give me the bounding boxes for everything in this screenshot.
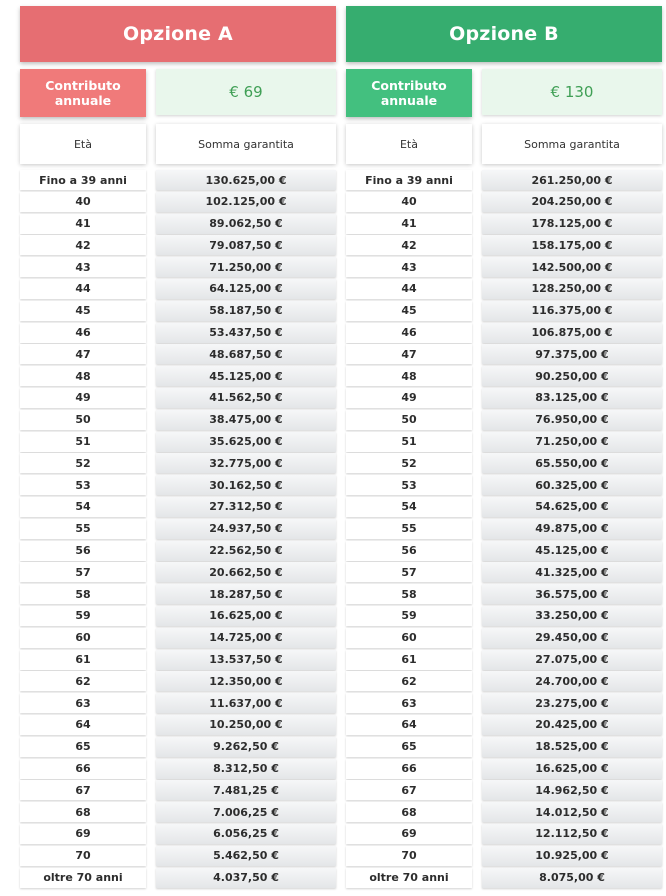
age-cell: 67: [346, 780, 472, 800]
age-cell: 50: [20, 410, 146, 430]
sum-cell: 4.037,50 €: [156, 868, 336, 888]
sum-cell: 65.550,00 €: [482, 453, 662, 473]
table-row: [346, 824, 662, 846]
age-cell: 48: [20, 366, 146, 386]
sum-cell: 45.125,00 €: [482, 541, 662, 561]
option-a-column: [20, 0, 336, 889]
sum-cell: 14.962,50 €: [482, 780, 662, 800]
table-row: [20, 606, 336, 628]
table-row: [346, 388, 662, 410]
sum-cell: 49.875,00 €: [482, 519, 662, 539]
table-row: [20, 453, 336, 475]
table-row: [20, 475, 336, 497]
table-row: [20, 497, 336, 519]
age-cell: 65: [20, 737, 146, 757]
age-cell: 55: [346, 519, 472, 539]
sum-cell: 41.325,00 €: [482, 562, 662, 582]
age-cell: 63: [346, 693, 472, 713]
age-cell: 64: [346, 715, 472, 735]
age-cell: 44: [346, 279, 472, 299]
age-cell: 61: [346, 650, 472, 670]
sum-cell: 36.575,00 €: [482, 584, 662, 604]
table-row: [20, 715, 336, 737]
sum-cell: 14.725,00 €: [156, 628, 336, 648]
table-row: [20, 519, 336, 541]
age-cell: 65: [346, 737, 472, 757]
age-cell: 43: [346, 257, 472, 277]
sum-cell: 32.775,00 €: [156, 453, 336, 473]
age-cell: 45: [346, 301, 472, 321]
age-cell: Fino a 39 anni: [20, 170, 146, 190]
option-b-table-header: [346, 124, 662, 164]
table-row: [20, 170, 336, 192]
age-cell: 64: [20, 715, 146, 735]
sum-cell: 22.562,50 €: [156, 541, 336, 561]
table-row: [346, 344, 662, 366]
sum-cell: 12.350,00 €: [156, 671, 336, 691]
sum-cell: 64.125,00 €: [156, 279, 336, 299]
table-row: [346, 846, 662, 868]
age-cell: 70: [346, 846, 472, 866]
table-row: [20, 279, 336, 301]
table-row: [346, 257, 662, 279]
sum-cell: 60.325,00 €: [482, 475, 662, 495]
sum-cell: 8.312,50 €: [156, 759, 336, 779]
sum-cell: 58.187,50 €: [156, 301, 336, 321]
table-row: [346, 737, 662, 759]
table-row: [20, 650, 336, 672]
option-a-table-header: [20, 124, 336, 164]
age-cell: 61: [20, 650, 146, 670]
age-cell: 67: [20, 780, 146, 800]
sum-cell: 12.112,50 €: [482, 824, 662, 844]
age-cell: 62: [20, 671, 146, 691]
sum-column-header: Somma garantita: [482, 124, 662, 164]
age-cell: 60: [20, 628, 146, 648]
sum-cell: 142.500,00 €: [482, 257, 662, 277]
table-row: [346, 780, 662, 802]
table-row: [346, 541, 662, 563]
contribution-label: Contributo annuale: [346, 69, 472, 117]
table-row: [20, 432, 336, 454]
sum-cell: 27.312,50 €: [156, 497, 336, 517]
sum-cell: 24.700,00 €: [482, 671, 662, 691]
sum-cell: 38.475,00 €: [156, 410, 336, 430]
table-row: [20, 759, 336, 781]
age-cell: 59: [20, 606, 146, 626]
sum-cell: 8.075,00 €: [482, 868, 662, 888]
age-cell: 57: [346, 562, 472, 582]
table-row: [346, 715, 662, 737]
sum-cell: 128.250,00 €: [482, 279, 662, 299]
age-cell: 52: [20, 453, 146, 473]
sum-cell: 102.125,00 €: [156, 192, 336, 212]
sum-cell: 7.481,25 €: [156, 780, 336, 800]
age-cell: 63: [20, 693, 146, 713]
sum-cell: 53.437,50 €: [156, 323, 336, 343]
table-row: [346, 562, 662, 584]
table-row: [346, 279, 662, 301]
table-row: [346, 868, 662, 890]
table-row: [20, 584, 336, 606]
sum-cell: 16.625,00 €: [156, 606, 336, 626]
table-row: [346, 671, 662, 693]
age-cell: 69: [346, 824, 472, 844]
age-cell: 42: [346, 235, 472, 255]
table-row: [346, 192, 662, 214]
sum-cell: 11.637,00 €: [156, 693, 336, 713]
age-cell: 47: [346, 344, 472, 364]
sum-column-header: Somma garantita: [156, 124, 336, 164]
table-row: [20, 214, 336, 236]
sum-cell: 90.250,00 €: [482, 366, 662, 386]
sum-cell: 76.950,00 €: [482, 410, 662, 430]
table-row: [346, 170, 662, 192]
sum-cell: 83.125,00 €: [482, 388, 662, 408]
age-cell: 66: [346, 759, 472, 779]
age-cell: 40: [20, 192, 146, 212]
table-row: [20, 802, 336, 824]
age-cell: 55: [20, 519, 146, 539]
table-row: [346, 301, 662, 323]
age-cell: 57: [20, 562, 146, 582]
table-row: [20, 737, 336, 759]
age-cell: 48: [346, 366, 472, 386]
age-cell: 60: [346, 628, 472, 648]
age-cell: 40: [346, 192, 472, 212]
age-cell: 69: [20, 824, 146, 844]
table-row: [346, 519, 662, 541]
age-cell: 68: [20, 802, 146, 822]
table-row: [20, 780, 336, 802]
table-row: [20, 235, 336, 257]
option-b-contribution-row: [346, 69, 662, 117]
option-b-rows: [346, 170, 662, 889]
table-row: [20, 562, 336, 584]
age-column-header: Età: [20, 124, 146, 164]
age-cell: 59: [346, 606, 472, 626]
table-row: [20, 323, 336, 345]
table-row: [346, 214, 662, 236]
sum-cell: 24.937,50 €: [156, 519, 336, 539]
sum-cell: 30.162,50 €: [156, 475, 336, 495]
sum-cell: 97.375,00 €: [482, 344, 662, 364]
table-row: [20, 671, 336, 693]
sum-cell: 14.012,50 €: [482, 802, 662, 822]
sum-cell: 13.537,50 €: [156, 650, 336, 670]
sum-cell: 18.287,50 €: [156, 584, 336, 604]
table-row: [20, 192, 336, 214]
age-cell: 45: [20, 301, 146, 321]
table-row: [20, 344, 336, 366]
sum-cell: 79.087,50 €: [156, 235, 336, 255]
sum-cell: 130.625,00 €: [156, 170, 336, 190]
sum-cell: 116.375,00 €: [482, 301, 662, 321]
table-row: [20, 301, 336, 323]
table-row: [346, 366, 662, 388]
age-cell: 62: [346, 671, 472, 691]
sum-cell: 16.625,00 €: [482, 759, 662, 779]
table-row: [346, 235, 662, 257]
sum-cell: 10.925,00 €: [482, 846, 662, 866]
table-row: [346, 802, 662, 824]
table-row: [20, 628, 336, 650]
contribution-value: € 69: [156, 69, 336, 115]
age-cell: 51: [20, 432, 146, 452]
contribution-value: € 130: [482, 69, 662, 115]
option-a-title: Opzione A: [20, 6, 336, 62]
sum-cell: 6.056,25 €: [156, 824, 336, 844]
table-row: [20, 693, 336, 715]
table-row: [346, 693, 662, 715]
sum-cell: 35.625,00 €: [156, 432, 336, 452]
table-row: [346, 323, 662, 345]
sum-cell: 71.250,00 €: [156, 257, 336, 277]
table-row: [20, 257, 336, 279]
table-row: [20, 388, 336, 410]
option-a-rows: [20, 170, 336, 889]
sum-cell: 33.250,00 €: [482, 606, 662, 626]
age-column-header: Età: [346, 124, 472, 164]
sum-cell: 48.687,50 €: [156, 344, 336, 364]
table-row: [346, 453, 662, 475]
sum-cell: 158.175,00 €: [482, 235, 662, 255]
sum-cell: 261.250,00 €: [482, 170, 662, 190]
sum-cell: 204.250,00 €: [482, 192, 662, 212]
table-row: [346, 628, 662, 650]
age-cell: 70: [20, 846, 146, 866]
sum-cell: 178.125,00 €: [482, 214, 662, 234]
sum-cell: 106.875,00 €: [482, 323, 662, 343]
table-row: [20, 868, 336, 890]
age-cell: 51: [346, 432, 472, 452]
age-cell: 41: [346, 214, 472, 234]
sum-cell: 71.250,00 €: [482, 432, 662, 452]
sum-cell: 29.450,00 €: [482, 628, 662, 648]
age-cell: 46: [20, 323, 146, 343]
table-row: [346, 475, 662, 497]
contribution-label: Contributo annuale: [20, 69, 146, 117]
sum-cell: 20.662,50 €: [156, 562, 336, 582]
sum-cell: 5.462,50 €: [156, 846, 336, 866]
age-cell: 54: [346, 497, 472, 517]
age-cell: 54: [20, 497, 146, 517]
option-b-title: Opzione B: [346, 6, 662, 62]
age-cell: 56: [346, 541, 472, 561]
table-row: [346, 606, 662, 628]
age-cell: 43: [20, 257, 146, 277]
option-b-column: [346, 0, 662, 889]
sum-cell: 54.625,00 €: [482, 497, 662, 517]
age-cell: 58: [346, 584, 472, 604]
table-row: [346, 584, 662, 606]
table-row: [20, 541, 336, 563]
sum-cell: 18.525,00 €: [482, 737, 662, 757]
table-row: [346, 497, 662, 519]
age-cell: 49: [20, 388, 146, 408]
age-cell: Fino a 39 anni: [346, 170, 472, 190]
sum-cell: 7.006,25 €: [156, 802, 336, 822]
sum-cell: 27.075,00 €: [482, 650, 662, 670]
table-row: [346, 759, 662, 781]
sum-cell: 9.262,50 €: [156, 737, 336, 757]
sum-cell: 41.562,50 €: [156, 388, 336, 408]
age-cell: 41: [20, 214, 146, 234]
age-cell: 53: [20, 475, 146, 495]
age-cell: 49: [346, 388, 472, 408]
table-row: [20, 410, 336, 432]
sum-cell: 20.425,00 €: [482, 715, 662, 735]
sum-cell: 45.125,00 €: [156, 366, 336, 386]
table-row: [20, 846, 336, 868]
age-cell: 68: [346, 802, 472, 822]
age-cell: 47: [20, 344, 146, 364]
age-cell: 44: [20, 279, 146, 299]
age-cell: 46: [346, 323, 472, 343]
table-row: [346, 650, 662, 672]
age-cell: 56: [20, 541, 146, 561]
sum-cell: 89.062,50 €: [156, 214, 336, 234]
age-cell: 50: [346, 410, 472, 430]
option-a-contribution-row: [20, 69, 336, 117]
age-cell: 66: [20, 759, 146, 779]
age-cell: 42: [20, 235, 146, 255]
table-row: [346, 432, 662, 454]
table-row: [20, 824, 336, 846]
table-row: [20, 366, 336, 388]
table-row: [346, 410, 662, 432]
age-cell: 53: [346, 475, 472, 495]
sum-cell: 10.250,00 €: [156, 715, 336, 735]
age-cell: oltre 70 anni: [20, 868, 146, 888]
sum-cell: 23.275,00 €: [482, 693, 662, 713]
age-cell: 52: [346, 453, 472, 473]
age-cell: 58: [20, 584, 146, 604]
age-cell: oltre 70 anni: [346, 868, 472, 888]
